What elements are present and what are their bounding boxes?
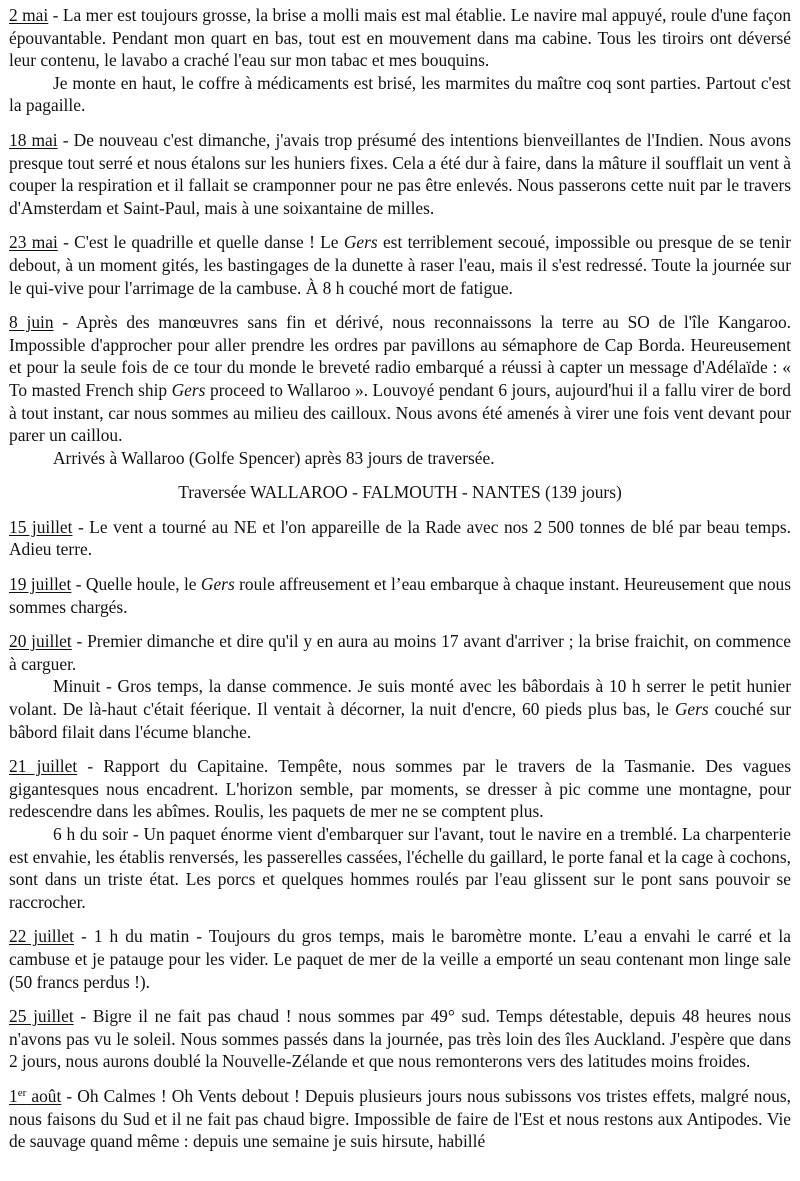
journal-entry-8-juin [9,311,791,469]
date-month: août [26,1085,62,1106]
entry-date: 19 juillet [9,574,72,595]
entry-date: 20 juillet [9,631,72,652]
journal-entry-1er-aout [9,1085,791,1153]
entry-paragraph [9,516,791,561]
entry-text: est terriblement secoué, impossible ou presque de se tenir debout, à un moment gités, les bastingages de la dunette à raser l'eau, mais il s'est redressé. Toute la journée sur le qui-vive pour l'arrimage de la cambuse. À 8 h couché mort de fatigue. [9,232,791,298]
entry-text: roule affreusement et l’eau embarque à chaque instant. Heureusement que nous sommes chargés. [9,574,791,617]
date-superscript: er [17,1086,27,1099]
journal-entry-19-juillet [9,573,791,618]
entry-paragraph [9,231,791,299]
section-title: Traversée WALLAROO - FALMOUTH - NANTES (139 jours) [178,482,622,503]
journal-entry-15-juillet [9,516,791,561]
entry-date: 8 juin [9,312,54,333]
entry-paragraph [9,1005,791,1073]
entry-text: - Bigre il ne fait pas chaud ! nous sommes par 49° sud. Temps détestable, depuis 48 heures nous n'avons pas vu le soleil. Nous sommes passés dans la journée, pas très loin des îles Auckland. J'espère que dans 2 jours, nous aurons doublé la Nouvelle-Zélande et que nous remonterons vers des latitudes moins froides. [9,1006,791,1072]
entry-text: - Quelle houle, le [71,574,201,595]
ship-name: Gers [343,232,378,253]
entry-text: proceed to Wallaroo ». Louvoyé pendant 6 jours, aujourd'hui il a fallu virer de bord à tout instant, car nous sommes au milieu des cailloux. Nous avons été amenés à virer une fois vent devant pour parer un caillou. [9,379,791,446]
entry-date: 18 mai [9,129,58,150]
ship-name: Gers [200,574,235,595]
ship-name: Gers [674,699,709,720]
entry-paragraph: Je monte en haut, le coffre à médicaments est brisé, les marmites du maître coq sont parties. Partout c'est la pagaille. [9,72,791,116]
entry-text: couché sur bâbord filait dans l'écume blanche. [9,699,791,742]
entry-text: - Rapport du Capitaine. Tempête, nous sommes par le travers de la Tasmanie. Des vagues gigantesques nous encadrent. L'horizon semble, par moments, se dresser à pic comme une montagne, pour redescendre dans les abîmes. Roulis, les paquets de mer ne se comptent plus. [9,756,791,822]
entry-text: - Premier dimanche et dire qu'il y en aura au moins 17 avant d'arriver ; la brise fraichit, on commence à carguer. [9,631,791,674]
journal-entry-25-juillet [9,1005,791,1073]
entry-paragraph [9,129,791,219]
entry-paragraph [9,573,791,618]
entry-text: - Oh Calmes ! Oh Vents debout ! Depuis plusieurs jours nous subissons vos tristes effets, malgré nous, nous faisons du Sud et il ne fait pas chaud bigre. Impossible de faire de l'Est et nous restons aux Antipodes. Vie de sauvage quand même : depuis une semaine je suis hirsute, habillé [9,1085,791,1152]
entry-text: - 1 h du matin - Toujours du gros temps, mais le baromètre monte. L’eau a envahi le carré et la cambuse et je patauge pour les vider. Le paquet de mer de la veille a emporté un seau contenant mon linge sale (50 francs perdus !). [9,926,791,992]
entry-date [9,1086,61,1106]
entry-text: - Le vent a tourné au NE et l'on appareille de la Rade avec nos 2 500 tonnes de blé par beau temps. Adieu terre. [9,516,792,560]
entry-paragraph: 6 h du soir - Un paquet énorme vient d'embarquer sur l'avant, tout le navire en a tremblé. La charpenterie est envahie, les établis renversés, les passerelles cassées, l'échelle du gaillard, le porte fanal et la cage à cochons, sont dans un triste état. Les porcs et quelques hommes roulés par l'eau glissent sur le pont sans pouvoir se raccrocher. [9,824,791,912]
entry-date: 15 juillet [9,516,73,537]
journal-entry-22-juillet [9,925,791,993]
journal-entry-21-juillet [9,755,791,913]
journal-entry-18-mai [9,129,791,219]
journal-entry-23-mai [9,231,791,299]
entry-paragraph [9,311,791,447]
entry-text: - La mer est toujours grosse, la brise a molli mais est mal établie. Le navire mal appuyé, roule d'une façon épouvantable. Pendant mon quart en bas, tout est en mouvement dans ma cabine. Tous les tiroirs ont déversé leur contenu, le lavabo a craché l'eau sur mon tabac et mes bouquins. [9,5,792,71]
entry-paragraph [9,630,791,675]
entry-date: 21 juillet [9,756,78,777]
entry-text: - C'est le quadrille et quelle danse ! Le [57,232,344,253]
entry-date: 2 mai [9,5,49,25]
entry-paragraph [9,755,791,823]
entry-paragraph [9,4,791,72]
entry-text: - Après des manœuvres sans fin et dérivé, nous reconnaissons la terre au SO de l'île Kangaroo. Impossible d'approcher pour aller prendre les ordres par pavillons au sémaphore de Cap Borda. Heureusement et pour la seule fois de ce tour du monde le breveté radio embarqué a réussi à capter un message d'Adélaïde : « To masted French ship [9,312,791,400]
entry-date: 23 mai [9,232,58,253]
entry-paragraph [9,1085,791,1153]
journal-entry-2-mai [9,4,791,117]
date-number: 1 [9,1085,18,1106]
ship-name: Gers [171,379,206,400]
entry-date: 22 juillet [9,926,74,947]
entry-text: Minuit - Gros temps, la danse commence. Je suis monté avec les bâbordais à 10 h serrer le petit hunier volant. De là-haut c'était féerique. Il ventait à décorner, la nuit d'encre, 60 pieds plus bas, le [9,676,791,720]
journal-entry-20-juillet [9,630,791,743]
entry-paragraph [9,675,791,743]
entry-paragraph: Arrivés à Wallaroo (Golfe Spencer) après 83 jours de traversée. [53,447,495,468]
entry-paragraph [9,925,791,993]
entry-date: 25 juillet [9,1006,74,1027]
entry-text: - De nouveau c'est dimanche, j'avais trop présumé des intentions bienveillantes de l'Indien. Nous avons presque tout serré et nous étalons sur les huniers fixes. Cela a été dur à faire, dans la mâture il soufflait un vent à couper la respiration et il fallait se cramponner pour ne pas être enlevés. Nous passerons cette nuit par le travers d'Amsterdam et Saint-Paul, mais à une soixantaine de milles. [9,129,791,218]
